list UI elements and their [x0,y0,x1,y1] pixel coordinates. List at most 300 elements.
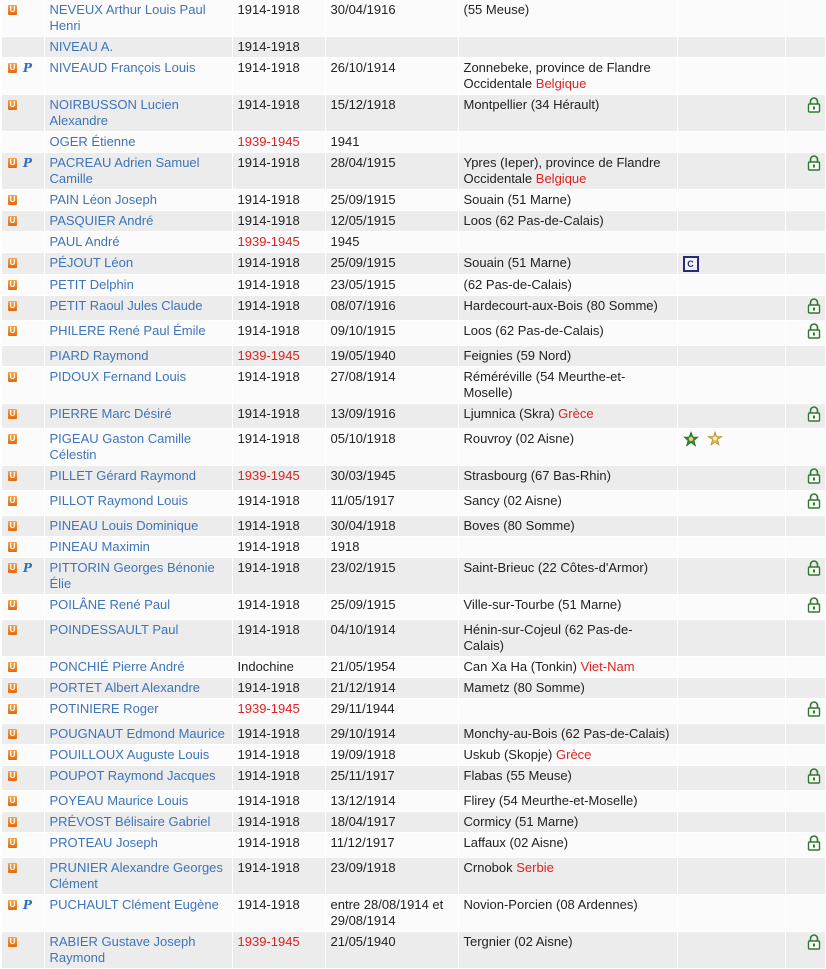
war-cell [232,232,325,253]
soldier-name-link[interactable]: PAUL André [49,234,120,249]
lock-cell [785,745,825,766]
unit-icon[interactable]: U [9,683,16,692]
date-cell [325,153,458,190]
photo-icon[interactable]: P [23,156,33,170]
death-date: 04/10/1914 [330,622,396,637]
extra-cell [677,211,785,232]
name-cell [44,37,232,58]
soldier-name-link[interactable]: RABIER Gustave Joseph Raymond [49,934,196,965]
war-cell [232,791,325,812]
row-icons-cell [2,699,44,724]
date-cell [325,232,458,253]
war-period: 1914-1918 [237,298,300,313]
extra-cell [677,466,785,491]
war-cell [232,699,325,724]
unit-icon[interactable]: U [9,625,16,634]
table-row [2,558,825,595]
unit-icon[interactable]: U [9,662,16,671]
gold-cross-icon [707,431,723,447]
soldier-name-link[interactable]: POILÂNE René Paul [49,597,171,612]
place-cell [458,724,677,745]
unit-icon[interactable]: U [9,542,16,551]
lock-icon[interactable] [807,155,821,171]
lock-cell [785,932,825,969]
name-cell [44,516,232,537]
soldier-name-link[interactable]: PILLET Gérard Raymond [49,468,196,483]
unit-icon[interactable]: U [9,496,16,505]
name-cell [44,932,232,969]
war-period: 1914-1918 [237,793,300,808]
row-icons-cell [2,678,44,699]
war-cell [232,404,325,429]
extra-cell [677,620,785,657]
extra-cell [677,232,785,253]
table-row [2,367,825,404]
date-cell [325,537,458,558]
lock-cell [785,895,825,932]
date-cell [325,516,458,537]
place-cell [458,466,677,491]
unit-icon[interactable]: U [9,258,16,267]
unit-icon[interactable]: U [9,100,16,109]
place-cell [458,296,677,321]
war-period: 1914-1918 [237,213,300,228]
death-place: Cormicy (51 Marne) [463,814,579,829]
soldier-name-link[interactable]: PASQUIER André [49,213,154,228]
table-row [2,791,825,812]
place-cell [458,620,677,657]
death-country: Belgique [535,76,587,91]
lock-icon[interactable] [807,597,821,613]
death-date: 11/05/1917 [330,493,395,508]
unit-icon[interactable]: U [9,704,16,713]
war-cell [232,466,325,491]
death-country: Serbie [516,860,554,875]
death-date: 25/09/1915 [330,192,396,207]
soldier-name-link[interactable]: PACREAU Adrien Samuel Camille [49,155,200,186]
lock-icon[interactable] [807,835,821,851]
row-icons-cell [2,232,44,253]
place-cell [458,932,677,969]
death-country: Grèce [558,406,594,421]
date-cell [325,37,458,58]
lock-icon[interactable] [807,97,821,113]
death-date: 13/12/1914 [330,793,396,808]
war-period: 1914-1918 [237,814,300,829]
lock-cell [785,791,825,812]
row-icons-cell [2,346,44,367]
extra-cell [677,296,785,321]
place-cell [458,745,677,766]
soldier-name-link[interactable]: PIERRE Marc Désiré [49,406,172,421]
death-date: 05/10/1918 [330,431,396,446]
photo-icon[interactable]: P [23,561,33,575]
death-date: 23/09/1918 [330,860,396,875]
death-date: 27/08/1914 [330,369,396,384]
war-cell [232,657,325,678]
soldiers-table [2,0,826,969]
death-date: 29/10/1914 [330,726,396,741]
lock-cell [785,132,825,153]
extra-cell [677,537,785,558]
extra-cell [677,491,785,516]
soldier-name-link[interactable]: PORTET Albert Alexandre [49,680,201,695]
unit-icon[interactable]: U [9,471,16,480]
death-place: Crnobok [463,860,513,875]
date-cell [325,745,458,766]
name-cell [44,253,232,275]
war-cell [232,0,325,37]
lock-cell [785,466,825,491]
extra-cell [677,321,785,346]
soldier-name-link[interactable]: POYEAU Maurice Louis [49,793,189,808]
lock-cell [785,724,825,745]
unit-icon[interactable]: U [9,158,16,167]
place-cell [458,678,677,699]
death-place: Flabas (55 Meuse) [463,768,572,783]
row-icons-cell [2,95,44,132]
date-cell [325,132,458,153]
extra-cell [677,766,785,791]
unit-icon[interactable]: U [9,750,16,759]
table-row [2,232,825,253]
death-date: 1918 [330,539,360,554]
row-icons-cell [2,404,44,429]
war-period: 1939-1945 [237,234,300,249]
lock-icon[interactable] [807,406,821,422]
place-cell [458,253,677,275]
table-row [2,37,825,58]
extra-cell [677,858,785,895]
soldier-name-link[interactable]: OGER Étienne [49,134,136,149]
war-cell [232,724,325,745]
soldier-name-link[interactable]: PONCHIÉ Pierre André [49,659,185,674]
war-period: 1914-1918 [237,539,300,554]
soldier-name-link[interactable]: PETIT Delphin [49,277,134,292]
war-period: 1914-1918 [237,97,300,112]
extra-cell [677,833,785,858]
soldier-name-link[interactable]: POUPOT Raymond Jacques [49,768,216,783]
lock-icon[interactable] [807,560,821,576]
soldier-name-link[interactable]: PILLOT Raymond Louis [49,493,188,508]
date-cell [325,558,458,595]
date-cell [325,858,458,895]
unit-icon[interactable]: U [9,5,16,14]
extra-cell [677,37,785,58]
death-date: 1941 [330,134,360,149]
war-cell [232,429,325,466]
war-cell [232,537,325,558]
lock-cell [785,0,825,37]
war-cell [232,558,325,595]
war-cell [232,321,325,346]
war-cell [232,858,325,895]
war-cell [232,932,325,969]
soldier-name-link[interactable]: POUILLOUX Auguste Louis [49,747,210,762]
death-place: Ville-sur-Tourbe (51 Marne) [463,597,622,612]
row-icons-cell [2,745,44,766]
photo-icon[interactable]: P [23,898,33,912]
death-place: Zonnebeke, province de Flandre Occidentale [463,60,651,91]
death-date: 11/12/1917 [330,835,395,850]
lock-icon[interactable] [807,323,821,339]
date-cell [325,812,458,833]
death-place: Uskub (Skopje) [463,747,553,762]
soldier-name-link[interactable]: POUGNAUT Edmond Maurice [49,726,225,741]
unit-icon[interactable]: U [9,838,16,847]
war-period: 1914-1918 [237,406,300,421]
date-cell [325,699,458,724]
extra-cell [677,932,785,969]
date-cell [325,657,458,678]
death-place: Hardecourt-aux-Bois (80 Somme) [463,298,658,313]
table-row [2,537,825,558]
death-place: Hénin-sur-Cojeul (62 Pas-de-Calais) [463,622,633,653]
extra-cell [677,516,785,537]
war-period: 1914-1918 [237,277,300,292]
date-cell [325,895,458,932]
extra-cell [677,190,785,211]
unit-icon[interactable]: U [9,563,16,572]
soldier-name-link[interactable]: PETIT Raoul Jules Claude [49,298,203,313]
extra-cell [677,558,785,595]
place-cell [458,558,677,595]
table-row [2,321,825,346]
death-place: Strasbourg (67 Bas-Rhin) [463,468,611,483]
table-row [2,253,825,275]
row-icons-cell [2,190,44,211]
war-period: 1939-1945 [237,468,300,483]
death-place: Mametz (80 Somme) [463,680,585,695]
unit-icon[interactable]: U [9,937,16,946]
extra-cell [677,367,785,404]
row-icons-cell [2,858,44,895]
extra-cell [677,58,785,95]
row-icons-cell [2,595,44,620]
soldier-name-link[interactable]: POTINIERE Roger [49,701,159,716]
date-cell [325,95,458,132]
death-place: Loos (62 Pas-de-Calais) [463,323,604,338]
lock-cell [785,766,825,791]
war-period: 1939-1945 [237,134,300,149]
table-row [2,932,825,969]
war-period: 1914-1918 [237,155,300,170]
row-icons-cell [2,791,44,812]
date-cell [325,620,458,657]
soldier-name-link[interactable]: PINEAU Maximin [49,539,150,554]
death-place: Réméréville (54 Meurthe-et-Moselle) [463,369,626,400]
death-date: 29/11/1944 [330,701,395,716]
unit-icon[interactable]: U [9,195,16,204]
date-cell [325,791,458,812]
death-date: 23/02/1915 [330,560,396,575]
table-row [2,766,825,791]
unit-icon[interactable]: U [9,326,16,335]
soldier-name-link[interactable]: PITTORIN Georges Bénonie Élie [49,560,215,591]
unit-icon[interactable]: U [9,521,16,530]
death-place: Can Xa Ha (Tonkin) [463,659,577,674]
name-cell [44,211,232,232]
war-period: 1914-1918 [237,323,300,338]
soldier-name-link[interactable]: POINDESSAULT Paul [49,622,179,637]
name-cell [44,153,232,190]
place-cell [458,95,677,132]
death-date: 30/04/1916 [330,2,396,17]
table-row [2,699,825,724]
table-row [2,657,825,678]
unit-icon[interactable]: U [9,63,16,72]
date-cell [325,346,458,367]
death-date: 25/09/1915 [330,255,396,270]
unit-icon[interactable]: U [9,600,16,609]
row-icons-cell [2,620,44,657]
soldier-name-link[interactable]: PIDOUX Fernand Louis [49,369,187,384]
soldier-name-link[interactable]: PRUNIER Alexandre Georges Clément [49,860,223,891]
name-cell [44,491,232,516]
war-cell [232,190,325,211]
war-period: 1914-1918 [237,622,300,637]
lock-icon[interactable] [807,468,821,484]
death-place: Tergnier (02 Aisne) [463,934,573,949]
unit-icon[interactable]: U [9,280,16,289]
war-cell [232,253,325,275]
unit-icon[interactable]: U [9,434,16,443]
row-icons-cell [2,0,44,37]
date-cell [325,190,458,211]
unit-icon[interactable]: U [9,863,16,872]
name-cell [44,537,232,558]
lock-cell [785,321,825,346]
lock-icon[interactable] [807,493,821,509]
war-cell [232,491,325,516]
death-date: 28/04/1915 [330,155,396,170]
row-icons-cell [2,253,44,275]
lock-icon[interactable] [807,298,821,314]
soldier-name-link[interactable]: PROTEAU Joseph [49,835,158,850]
table-body [2,0,825,969]
table-row [2,516,825,537]
table-row [2,275,825,296]
name-cell [44,699,232,724]
place-cell [458,346,677,367]
green-medal-icon [683,431,699,447]
war-period: 1914-1918 [237,493,300,508]
soldier-name-link[interactable]: PRÉVOST Bélisaire Gabriel [49,814,211,829]
name-cell [44,558,232,595]
war-cell [232,153,325,190]
unit-icon[interactable]: U [9,409,16,418]
lock-cell [785,558,825,595]
extra-cell [677,895,785,932]
date-cell [325,491,458,516]
row-icons-cell [2,275,44,296]
unit-icon[interactable]: U [9,796,16,805]
name-cell [44,190,232,211]
lock-cell [785,429,825,466]
unit-icon[interactable]: U [9,729,16,738]
extra-cell [677,791,785,812]
war-cell [232,346,325,367]
lock-cell [785,95,825,132]
death-date: 18/04/1917 [330,814,396,829]
death-date: 30/04/1918 [330,518,396,533]
unit-icon[interactable]: U [9,372,16,381]
soldier-name-link[interactable]: PHILERE René Paul Émile [49,323,206,338]
death-place: Souain (51 Marne) [463,255,572,270]
death-place: Ypres (Ieper), province de Flandre Occidentale [463,155,661,186]
name-cell [44,95,232,132]
soldier-name-link[interactable]: PIARD Raymond [49,348,149,363]
soldier-name-link[interactable]: PÉJOUT Léon [49,255,134,270]
row-icons-cell [2,367,44,404]
death-place: Rouvroy (02 Aisne) [463,431,575,446]
unit-icon[interactable]: U [9,817,16,826]
row-icons-cell [2,466,44,491]
unit-icon[interactable]: U [9,771,16,780]
extra-cell [677,253,785,275]
death-date: 30/03/1945 [330,468,396,483]
date-cell [325,367,458,404]
name-cell [44,132,232,153]
unit-icon[interactable]: U [9,301,16,310]
war-period: 1914-1918 [237,369,300,384]
c-badge-icon[interactable]: C [683,256,699,272]
photo-icon[interactable]: P [23,61,33,75]
extra-cell [677,595,785,620]
date-cell [325,211,458,232]
place-cell [458,699,677,724]
name-cell [44,367,232,404]
soldier-name-link[interactable]: NIVEAUD François Louis [49,60,196,75]
extra-cell [677,346,785,367]
soldier-name-link[interactable]: PAIN Léon Joseph [49,192,157,207]
extra-cell [677,745,785,766]
name-cell [44,429,232,466]
table-row [2,132,825,153]
row-icons-cell [2,833,44,858]
death-place: Montpellier (34 Hérault) [463,97,600,112]
soldier-name-link[interactable]: PINEAU Louis Dominique [49,518,199,533]
place-cell [458,211,677,232]
place-cell [458,132,677,153]
death-place: Souain (51 Marne) [463,192,572,207]
death-date: 25/09/1915 [330,597,396,612]
name-cell [44,812,232,833]
soldier-name-link[interactable]: PUCHAULT Clément Eugène [49,897,219,912]
soldier-name-link[interactable]: NOIRBUSSON Lucien Alexandre [49,97,179,128]
unit-icon[interactable]: U [9,900,16,909]
date-cell [325,766,458,791]
soldier-name-link[interactable]: NEVEUX Arthur Louis Paul Henri [49,2,206,33]
table-row [2,724,825,745]
unit-icon[interactable]: U [9,216,16,225]
place-cell [458,791,677,812]
death-date: 19/09/1918 [330,747,396,762]
war-cell [232,678,325,699]
table-row [2,812,825,833]
soldier-name-link[interactable]: NIVEAU A. [49,39,114,54]
row-icons-cell [2,491,44,516]
row-icons-cell [2,766,44,791]
name-cell [44,678,232,699]
name-cell [44,745,232,766]
lock-cell [785,620,825,657]
soldier-name-link[interactable]: PIGEAU Gaston Camille Célestin [49,431,192,462]
lock-icon[interactable] [807,768,821,784]
lock-icon[interactable] [807,701,821,717]
lock-cell [785,537,825,558]
lock-icon[interactable] [807,934,821,950]
